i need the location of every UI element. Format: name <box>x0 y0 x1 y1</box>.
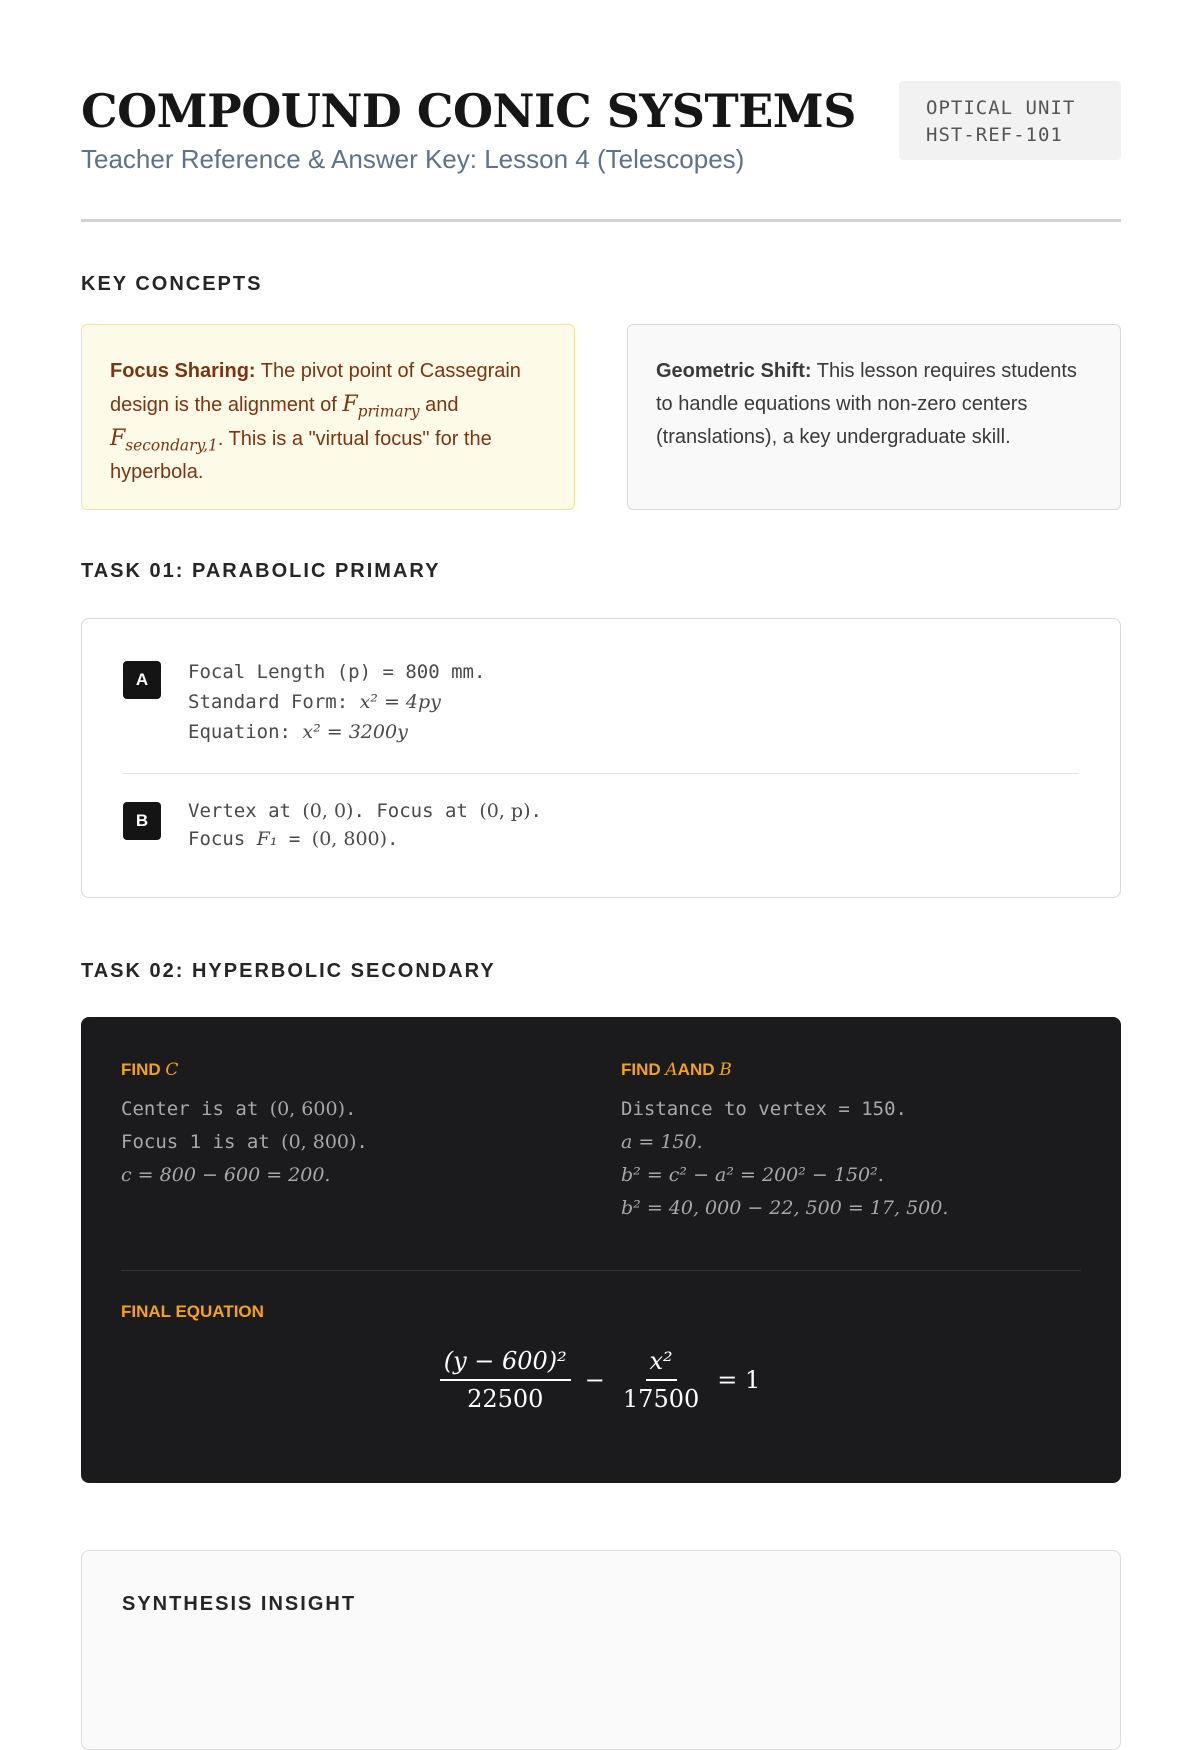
find-ab-label: FIND AAND B <box>621 1060 732 1080</box>
unit-label: OPTICAL UNIT <box>926 97 1076 119</box>
step-b-line-2: Focus F₁ = (0, 800). <box>188 828 399 850</box>
find-ab-line-3: b² = c² − a² = 200² − 150². <box>621 1164 884 1186</box>
find-c-line-2: Focus 1 is at (0, 800). <box>121 1131 368 1153</box>
page-title: COMPOUND CONIC SYSTEMS <box>81 84 856 138</box>
fraction-2-numerator: x² <box>646 1347 677 1381</box>
unit-badge <box>899 81 1121 160</box>
synthesis-card <box>81 1550 1121 1750</box>
fraction-1-denominator: 22500 <box>467 1385 544 1413</box>
find-c-line-1: Center is at (0, 600). <box>121 1098 357 1120</box>
step-b-badge: B <box>123 802 161 840</box>
find-ab-line-1: Distance to vertex = 150. <box>621 1098 907 1120</box>
geometric-shift-label: Geometric Shift: <box>656 360 812 382</box>
minus-operator: − <box>584 1366 605 1394</box>
find-c-label: FIND C <box>121 1060 179 1080</box>
final-equation <box>81 1347 1121 1413</box>
focus-sharing-text-2: and <box>419 394 459 416</box>
find-c-content <box>121 1093 368 1192</box>
step-a-badge: A <box>123 661 161 699</box>
step-a-line-2: Standard Form: x² = 4py <box>188 691 441 713</box>
find-ab-content <box>621 1093 948 1225</box>
fraction-2-denominator: 17500 <box>622 1385 700 1413</box>
reference-page <box>81 0 1121 1615</box>
task2-card <box>81 1017 1121 1483</box>
focus-sharing-text-1: The pivot point of Cassegrain design is the alignment of <box>110 360 521 416</box>
page-subtitle: Teacher Reference & Answer Key: Lesson 4 (Telescopes) <box>81 144 745 174</box>
step-a-content <box>188 657 485 747</box>
synthesis-heading: SYNTHESIS INSIGHT <box>122 1593 357 1615</box>
f-secondary-symbol: $F_{secondary,1}$ <box>110 426 218 455</box>
fraction-1-numerator: (y − 600)² <box>440 1347 571 1381</box>
focus-sharing-text-3: . This is a "virtual focus" for the hyperbola. <box>110 428 492 483</box>
find-ab-line-2: a = 150. <box>621 1131 703 1153</box>
task1-card <box>81 618 1121 898</box>
step-b-content <box>188 797 542 853</box>
fraction-x-term <box>619 1347 703 1413</box>
focus-sharing-label: Focus Sharing: <box>110 360 256 382</box>
step-a-line-3: Equation: x² = 3200y <box>188 721 408 743</box>
step-b-line-1: Vertex at (0, 0). Focus at (0, p). <box>188 800 542 822</box>
fraction-y-term <box>440 1347 571 1413</box>
step-a-line-1: Focal Length (p) = 800 mm. <box>188 661 486 683</box>
find-c-line-3: c = 800 − 600 = 200. <box>121 1164 331 1186</box>
key-concepts-heading: KEY CONCEPTS <box>81 273 263 295</box>
task1-heading: TASK 01: PARABOLIC PRIMARY <box>81 560 441 582</box>
f-primary-symbol: $F_{primary}$ <box>342 392 420 421</box>
task2-heading: TASK 02: HYPERBOLIC SECONDARY <box>81 960 496 982</box>
unit-code: HST-REF-101 <box>926 124 1063 146</box>
focus-sharing-card <box>81 324 575 510</box>
equation-rhs: = 1 <box>717 1366 761 1394</box>
step-divider <box>123 773 1079 774</box>
final-equation-label: FINAL EQUATION <box>121 1302 264 1321</box>
find-ab-line-4: b² = 40, 000 − 22, 500 = 17, 500. <box>621 1197 949 1219</box>
page-header <box>81 0 1121 222</box>
task2-divider <box>121 1270 1081 1271</box>
geometric-shift-text: This lesson requires students to handle equations with non-zero centers (translations), a key undergraduate skill. <box>656 360 1077 448</box>
geometric-shift-card <box>627 324 1121 510</box>
